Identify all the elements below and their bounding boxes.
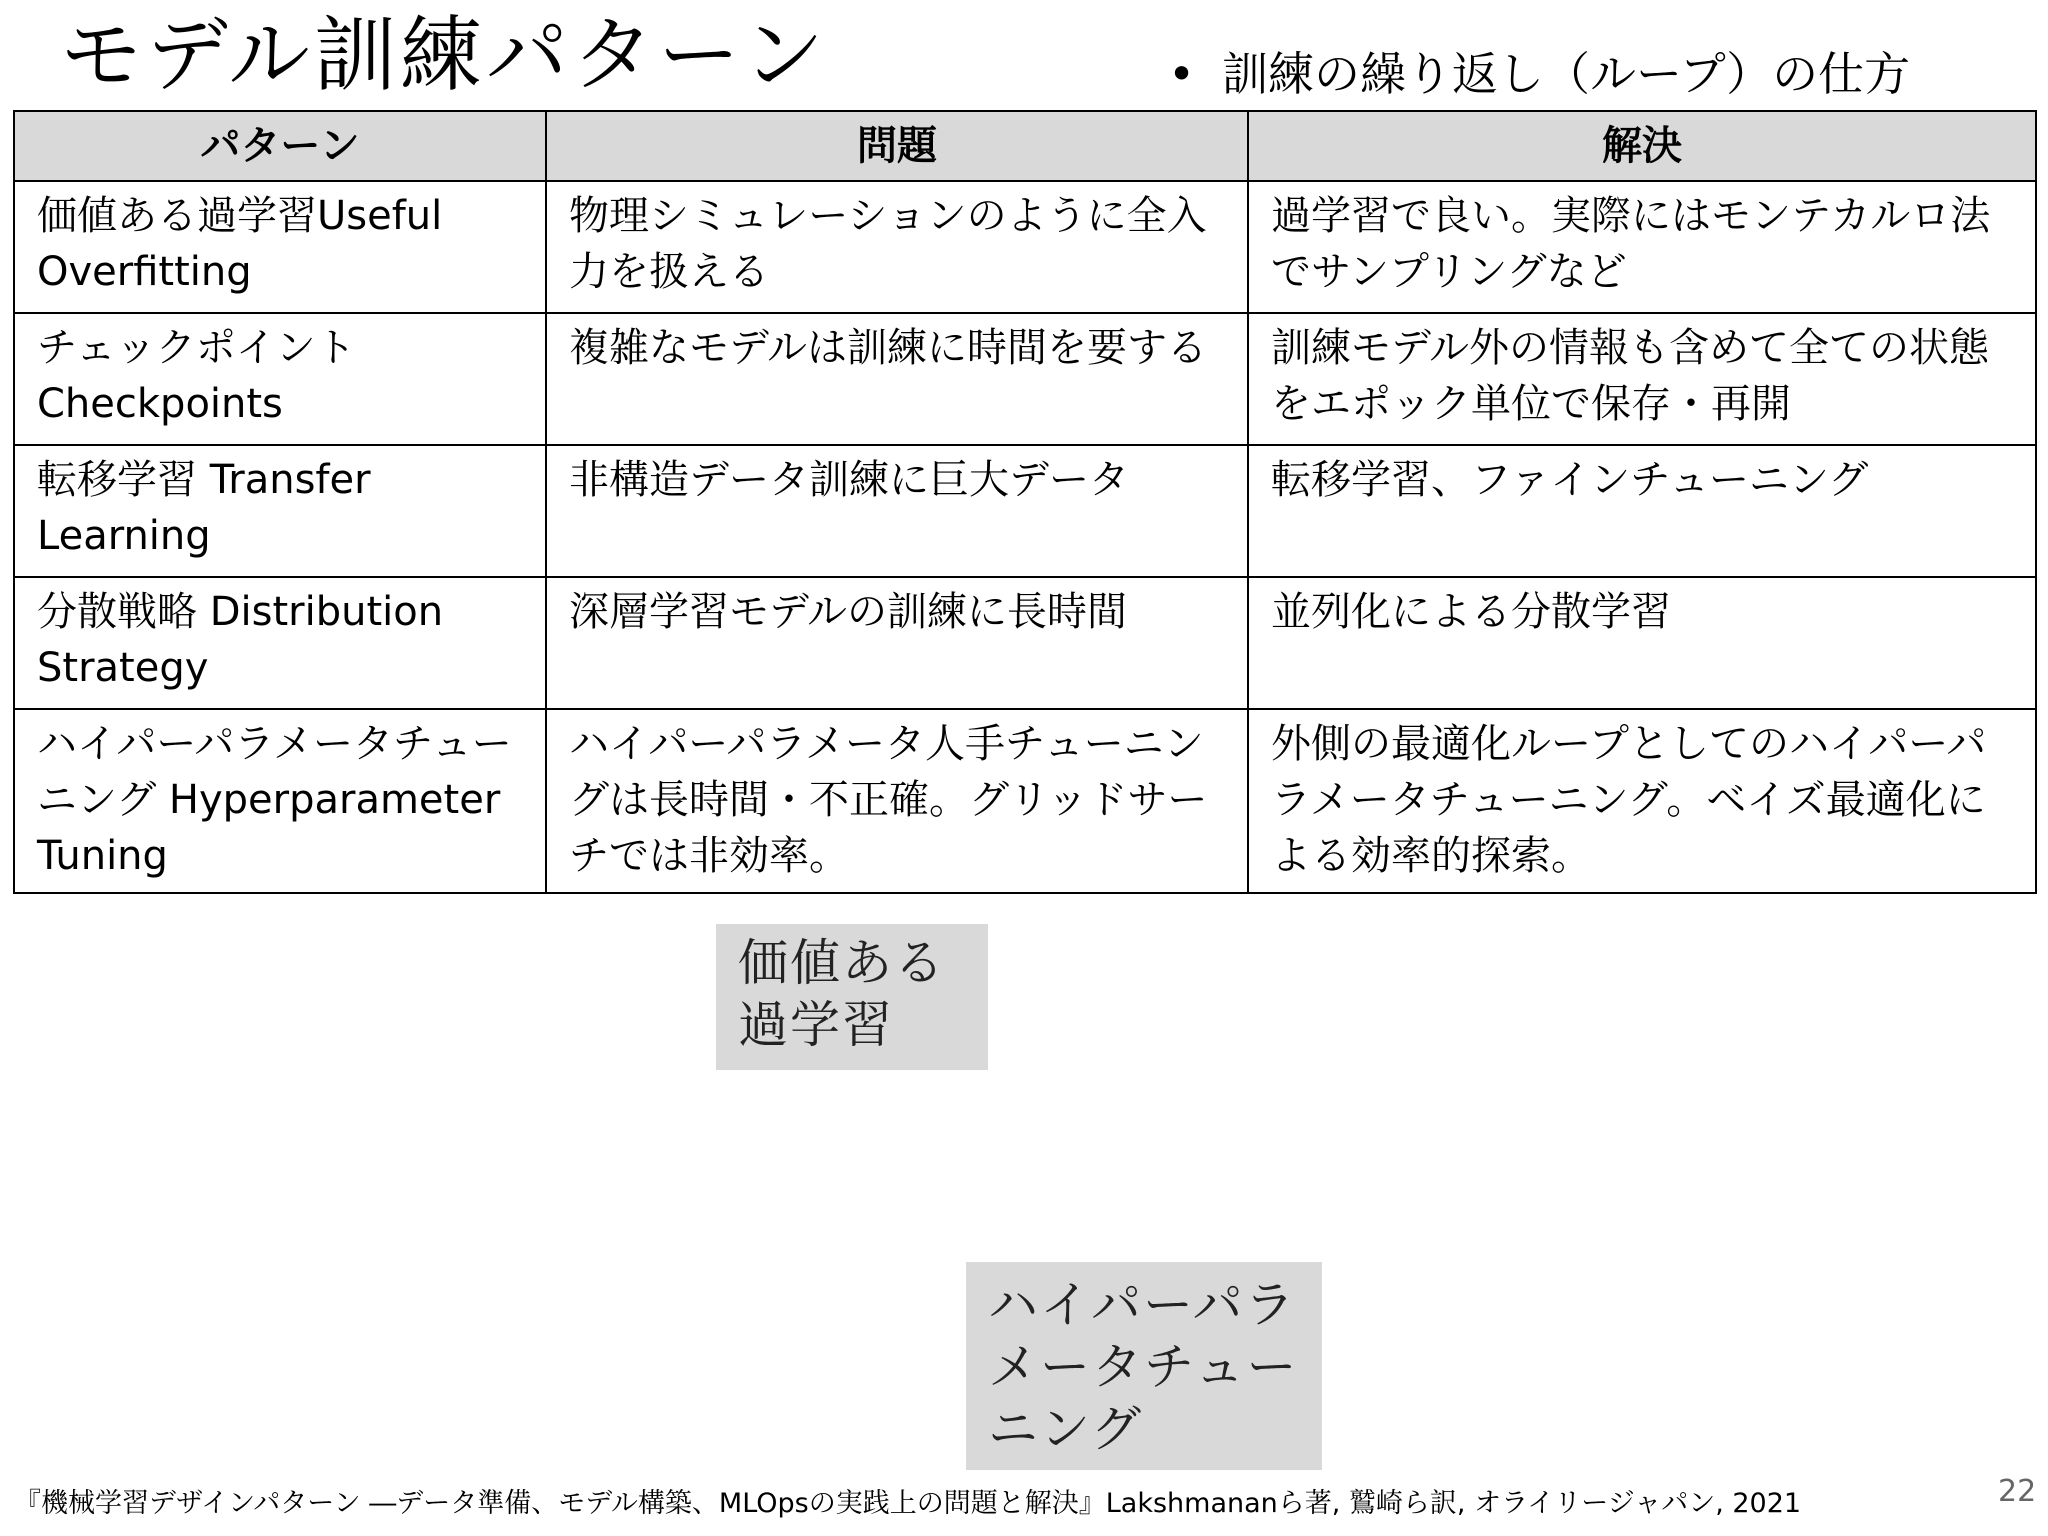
citation: 『機械学習デザインパターン ―データ準備、モデル構築、MLOpsの実践上の問題と解決』Lakshmananら著, 鷲崎ら訳, オライリージャパン, 2021 bbox=[14, 1488, 1802, 1519]
cell-pattern: 分散戦略 Distribution Strategy bbox=[14, 577, 546, 709]
cell-solution: 外側の最適化ループとしてのハイパーパラメータチューニング。ベイズ最適化による効率的探索。 bbox=[1248, 709, 2036, 893]
cell-pattern: 転移学習 Transfer Learning bbox=[14, 445, 546, 577]
hyperparameter-tuning-box: ハイパーパラメータチューニング bbox=[966, 1262, 1322, 1470]
table-header-row bbox=[14, 111, 2036, 181]
page-number: 22 bbox=[1998, 1474, 2037, 1509]
cell-solution: 訓練モデル外の情報も含めて全ての状態をエポック単位で保存・再開 bbox=[1248, 313, 2036, 445]
bullet-note bbox=[1168, 44, 1910, 104]
table-row bbox=[14, 577, 2036, 709]
cell-solution: 並列化による分散学習 bbox=[1248, 577, 2036, 709]
cell-pattern: ハイパーパラメータチューニング Hyperparameter Tuning bbox=[14, 709, 546, 893]
bullet-marker: • bbox=[1168, 47, 1196, 101]
bullet-text: 訓練の繰り返し（ループ）の仕方 bbox=[1222, 47, 1911, 101]
patterns-table bbox=[13, 110, 2037, 894]
slide-title: モデル訓練パターン bbox=[60, 8, 829, 103]
table-row bbox=[14, 445, 2036, 577]
header-solution: 解決 bbox=[1248, 111, 2036, 181]
cell-problem: ハイパーパラメータ人手チューニングは長時間・不正確。グリッドサーチでは非効率。 bbox=[546, 709, 1248, 893]
cell-problem: 複雑なモデルは訓練に時間を要する bbox=[546, 313, 1248, 445]
table-row bbox=[14, 313, 2036, 445]
table-row bbox=[14, 181, 2036, 313]
cell-pattern: チェックポイント Checkpoints bbox=[14, 313, 546, 445]
cell-solution: 転移学習、ファインチューニング bbox=[1248, 445, 2036, 577]
table-row bbox=[14, 709, 2036, 893]
useful-overfitting-box: 価値ある過学習 bbox=[716, 924, 988, 1070]
cell-problem: 深層学習モデルの訓練に長時間 bbox=[546, 577, 1248, 709]
cell-pattern: 価値ある過学習Useful Overfitting bbox=[14, 181, 546, 313]
header-problem: 問題 bbox=[546, 111, 1248, 181]
cell-problem: 物理シミュレーションのように全入力を扱える bbox=[546, 181, 1248, 313]
cell-solution: 過学習で良い。実際にはモンテカルロ法でサンプリングなど bbox=[1248, 181, 2036, 313]
cell-problem: 非構造データ訓練に巨大データ bbox=[546, 445, 1248, 577]
header-pattern: パターン bbox=[14, 111, 546, 181]
